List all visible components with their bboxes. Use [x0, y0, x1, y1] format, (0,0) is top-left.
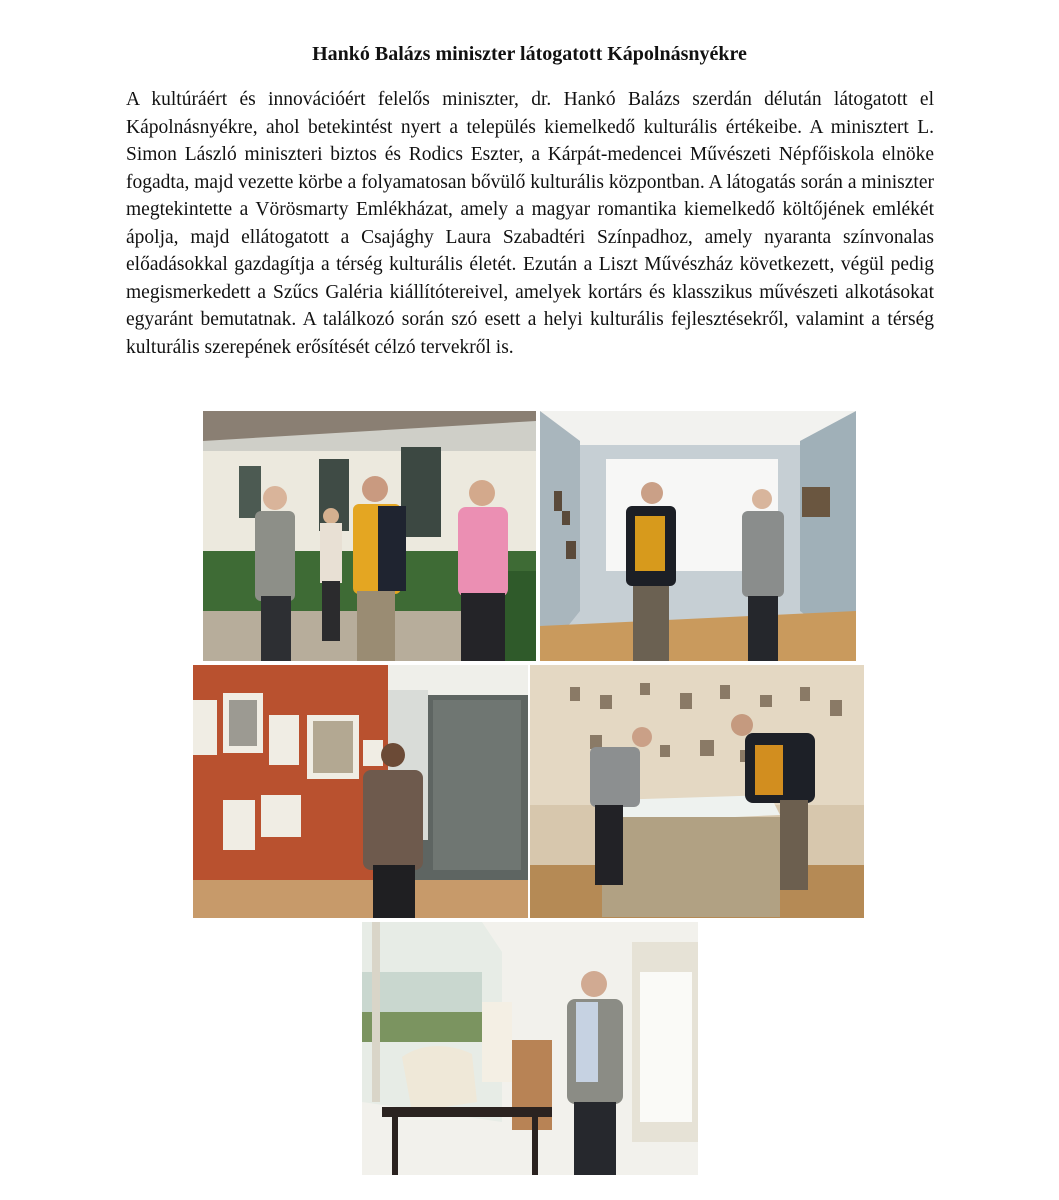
photo-red-gallery-wall: [193, 665, 528, 918]
photo-bright-pavilion: [362, 922, 698, 1175]
photo-exhibition-room: [540, 411, 856, 661]
article-title: Hankó Balázs miniszter látogatott Kápolnásnyékre: [312, 43, 747, 65]
photo-outdoor-group: [203, 411, 536, 661]
article-body: A kultúráért és innovációért felelős miniszter, dr. Hankó Balázs szerdán délután látogatott el Kápolnásnyékre, ahol betekintést nyert a település kiemelkedő kulturális értékeibe. A minisztert L. Simon László miniszteri biztos és Rodics Eszter, a Kárpát-medencei Művészeti Népfőiskola elnöke fogadta, majd vezette körbe a folyamatosan bővülő kulturális központban. A látogatás során a miniszter megtekintette a Vörösmarty Emlékházat, amely a magyar romantika kiemelkedő költőjének emlékét ápolja, majd ellátogatott a Csajághy Laura Szabadtéri Színpadhoz, amely nyaranta színvonalas előadásokkal gazdagítja a térség kulturális életét. Ezután a Liszt Művészház következett, végül pedig megismerkedett a Szűcs Galéria kiállítótereivel, amelyek kortárs és klasszikus művészeti alkotásokat egyaránt bemutatnak. A találkozó során szó esett a helyi kulturális fejlesztésekről, valamint a térség kulturális szerepének erősítését célzó tervekről is.: [126, 89, 934, 358]
photo-interactive-table: [530, 665, 864, 918]
